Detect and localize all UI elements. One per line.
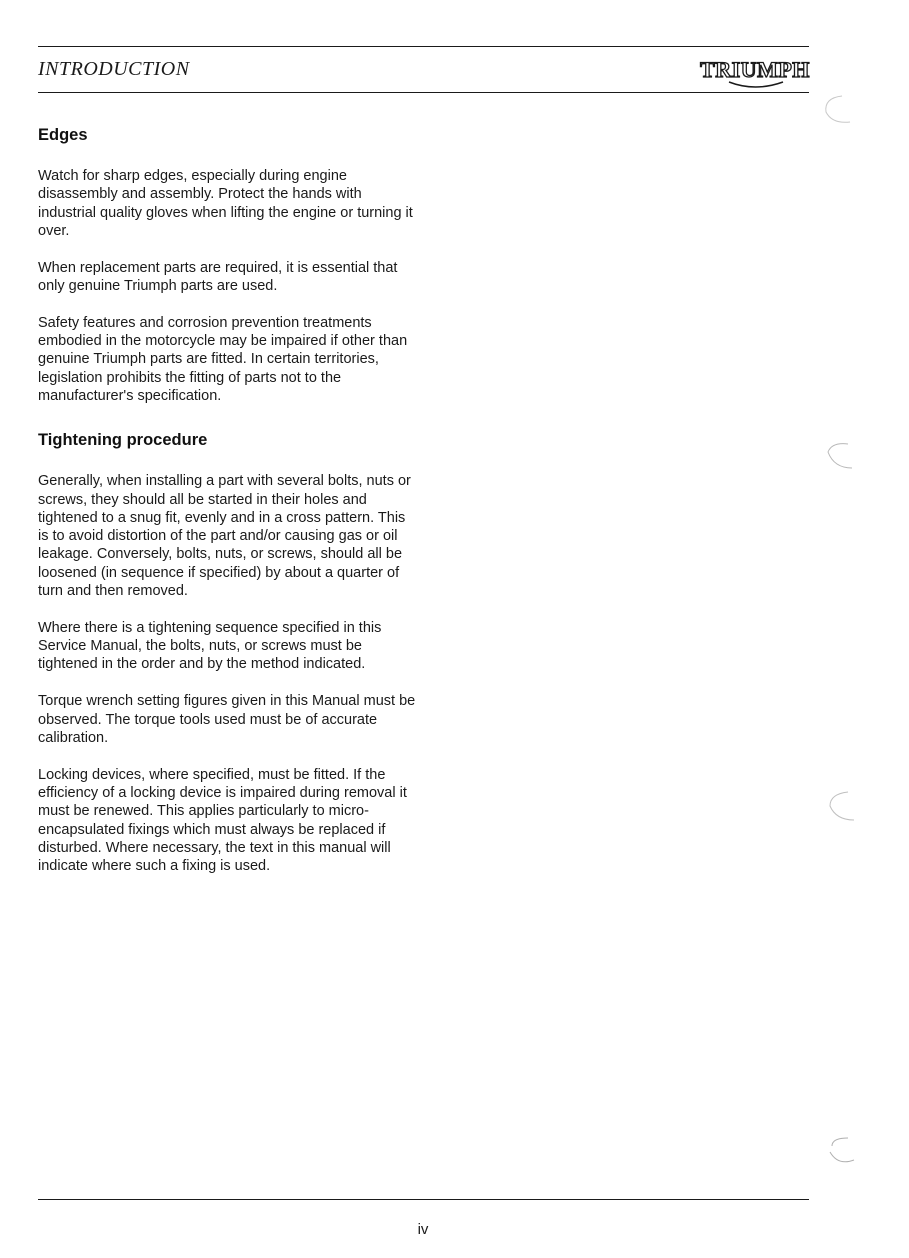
- manual-content: [38, 126, 418, 894]
- punch-hole-mark: [822, 788, 856, 822]
- header-top-rule: [38, 46, 809, 47]
- punch-hole-mark: [820, 438, 854, 472]
- section-heading-tightening: Tightening procedure: [38, 431, 208, 450]
- triumph-logo: [699, 52, 811, 92]
- page-number: iv: [417, 1221, 429, 1238]
- footer-rule: [38, 1199, 809, 1200]
- punch-hole-mark: [822, 1134, 856, 1168]
- tightening-paragraph-2: Where there is a tightening sequence specified in this Service Manual, the bolts, nuts, or screws must be tightened in the order and by the method indicated.: [38, 619, 382, 673]
- punch-hole-mark: [820, 92, 854, 126]
- header-bottom-rule: [38, 92, 809, 93]
- tightening-paragraph-1: Generally, when installing a part with several bolts, nuts or screws, they should all be started in their holes and tightened to a snug fit, evenly and in a cross pattern. This is to avoid distortion of the part and/or causing gas or oil leakage. Conversely, bolts, nuts, or screws, should all be loosened (in sequence if specified) by about a quarter of turn and then removed.: [38, 473, 411, 600]
- logo-swoosh: [729, 82, 783, 87]
- edges-paragraph-2: When replacement parts are required, it is essential that only genuine Triumph parts are used.: [38, 259, 398, 294]
- edges-paragraph-3: Safety features and corrosion prevention treatments embodied in the motorcycle may be impaired if other than genuine Triumph parts are fitted. In certain territories, legislation prohibits the fitting of parts not to the manufacturer's specification.: [38, 314, 408, 404]
- logo-wordmark: TRIUMPH: [700, 57, 810, 82]
- tightening-paragraph-4: Locking devices, where specified, must be fitted. If the efficiency of a locking device is impaired during removal it must be renewed. This applies particularly to micro-encapsulated fixings which must always be replaced if disturbed. Where necessary, the text in this manual will indicate where such a fixing is used.: [38, 766, 407, 875]
- page-header-title: INTRODUCTION: [38, 58, 190, 80]
- tightening-paragraph-3: Torque wrench setting figures given in this Manual must be observed. The torque tools used must be of accurate calibration.: [38, 693, 416, 746]
- edges-paragraph-1: Watch for sharp edges, especially during engine disassembly and assembly. Protect the hands with industrial quality gloves when lifting the engine or turning it over.: [38, 168, 413, 239]
- section-heading-edges: Edges: [38, 126, 88, 144]
